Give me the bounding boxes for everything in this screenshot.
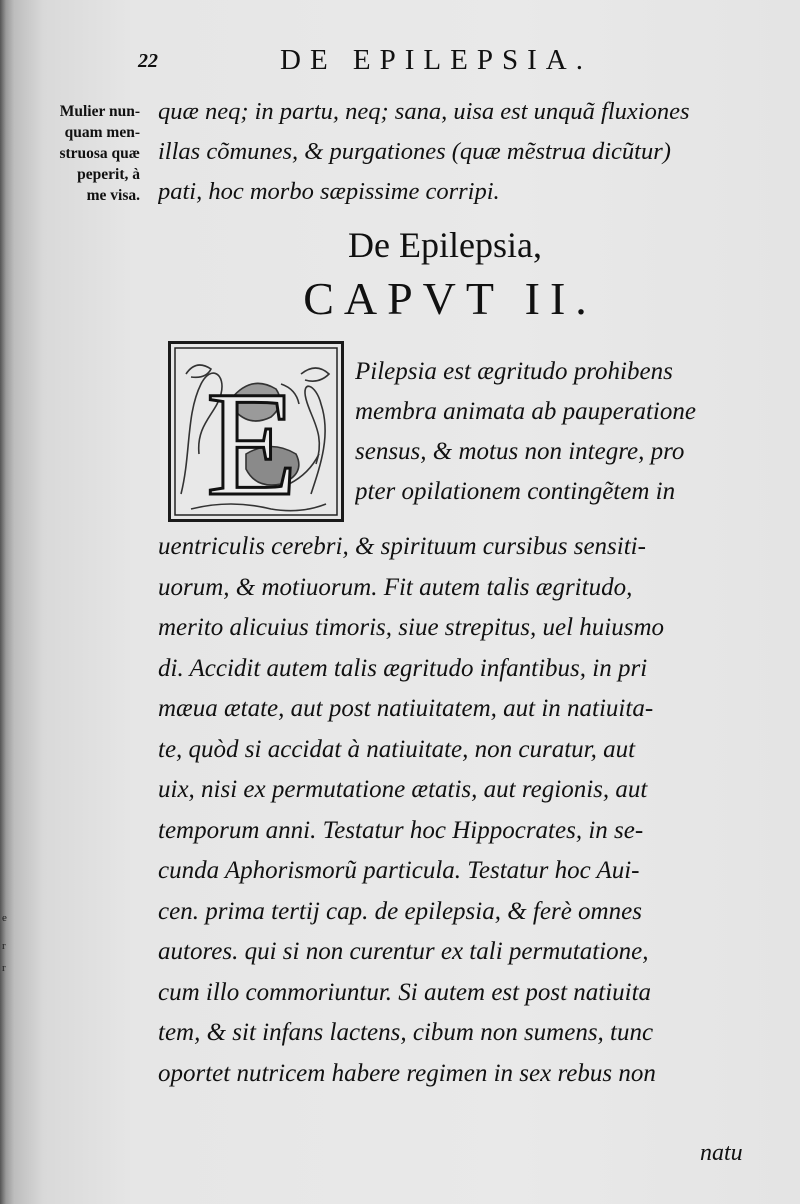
decorated-initial	[168, 341, 344, 522]
ornament-illustration	[171, 344, 341, 519]
text-line: cunda Aphorismorũ particula. Testatur hoc Aui-	[158, 857, 640, 884]
text-line: cum illo commoriuntur. Si autem est post natiuita	[158, 978, 652, 1006]
text-line: merito alicuius timoris, siue strepitus, uel huiusmo	[158, 614, 665, 641]
gutter-mark: e	[2, 912, 7, 924]
text-line: di. Accidit autem talis ægritudo infantibus, in pri	[158, 654, 648, 682]
text-line: te, quòd si accidat à natiuitate, non curatur, aut	[158, 735, 636, 763]
margin-note-line: quam men-	[64, 124, 140, 141]
text-line: oportet nutricem habere regimen in sex rebus non	[158, 1059, 656, 1087]
text-line: uentriculis cerebri, & spirituum cursibus sensiti-	[158, 533, 646, 560]
page-number: 22	[138, 50, 158, 72]
wrapped-lines	[355, 352, 760, 512]
body-paragraph	[158, 527, 758, 1094]
text-line: temporum anni. Testatur hoc Hippocrates, in se-	[158, 816, 644, 844]
margin-note-line: peperit, à	[77, 166, 140, 183]
gutter-mark: r	[2, 940, 6, 952]
running-title: DE EPILEPSIA.	[280, 44, 592, 76]
text-line: mæua ætate, aut post natiuitatem, aut in natiuita-	[158, 695, 654, 722]
text-line: sensus, & motus non integre, pro	[355, 438, 685, 465]
text-line: autores. qui si non curentur ex tali permutatione,	[158, 938, 649, 965]
catchword: natu	[700, 1140, 743, 1166]
text-line: pter opilationem contingẽtem in	[355, 478, 676, 505]
text-line: Pilepsia est ægritudo prohibens	[355, 358, 673, 385]
margin-note-line: Mulier nun-	[59, 103, 140, 120]
text-line: membra animata ab pauperatione	[355, 398, 696, 425]
text-line: quæ neq; in partu, neq; sana, uisa est unquã fluxiones	[158, 98, 690, 125]
text-line: pati, hoc morbo sæpissime corripi.	[158, 178, 500, 205]
marginal-note	[16, 101, 140, 206]
initial-letter: E	[206, 361, 298, 519]
text-line: uorum, & motiuorum. Fit autem talis ægritudo,	[158, 573, 633, 601]
intro-paragraph	[158, 92, 758, 212]
page-header	[130, 44, 750, 78]
page-gutter	[0, 0, 14, 1204]
chapter-title: De Epilepsia,	[348, 225, 542, 265]
chapter-number: CAPVT II.	[303, 273, 597, 324]
text-line: illas cõmunes, & purgationes (quæ mẽstrua dicũtur)	[158, 138, 671, 165]
text-line: uix, nisi ex permutatione ætatis, aut regionis, aut	[158, 776, 648, 803]
margin-note-line: me visa.	[86, 187, 140, 204]
gutter-mark: r	[2, 962, 6, 974]
text-line: tem, & sit infans lactens, cibum non sumens, tunc	[158, 1019, 654, 1046]
margin-note-line: struosa quæ	[59, 145, 140, 162]
text-line: cen. prima tertij cap. de epilepsia, & ferè omnes	[158, 897, 642, 925]
